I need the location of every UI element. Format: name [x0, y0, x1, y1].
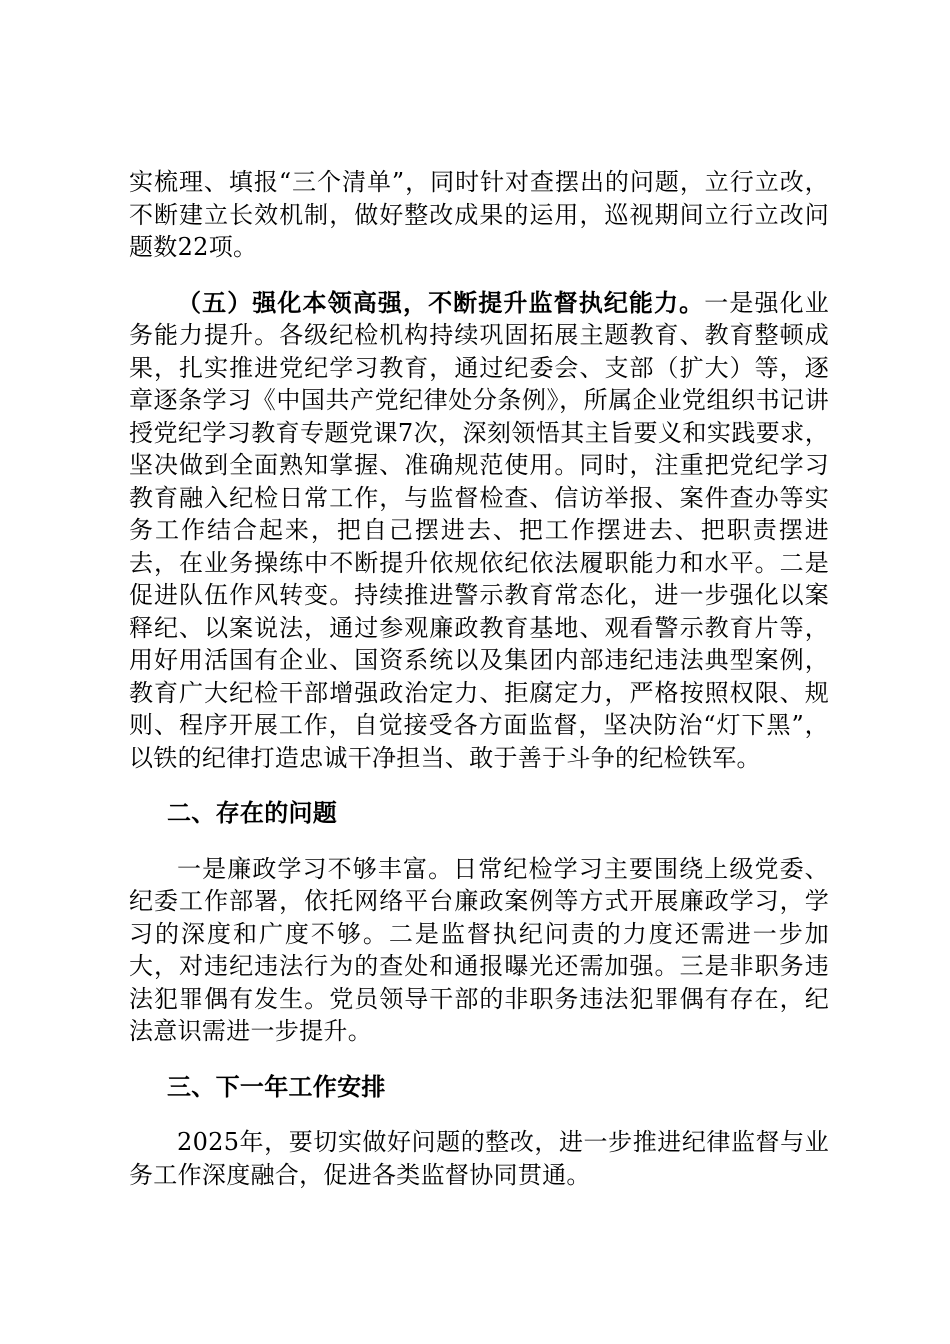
section-two-heading: 二、存在的问题 [167, 799, 338, 827]
document-body [129, 166, 829, 1191]
paragraph-section-five [129, 287, 829, 775]
section-five-heading: （五）强化本领高强，不断提升监督执纪能力。 [177, 288, 705, 317]
section-three-heading: 三、下一年工作安排 [167, 1072, 386, 1101]
section-five-body: 一是强化业务能力提升。各级纪检机构持续巩固拓展主题教育、教育整顿成果，扎实推进党纪学习教育，通过纪委会、支部（扩大）等，逐章逐条学习《中国共产党纪律处分条例》，所属企业党组织书记讲授党纪学习教育专题党课7次，深刻领悟其主旨要义和实践要求，坚决做到全面熟知掌握、准确规范使用。同时，注重把党纪学习教育融入纪检日常工作，与监督检查、信访举报、案件查办等实务工作结合起来，把自己摆进去、把工作摆进去、把职责摆进去，在业务操练中不断提升依规依纪依法履职能力和水平。二是促进队伍作风转变。持续推进警示教育常态化，进一步强化以案释纪、以案说法，通过参观廉政教育基地、观看警示教育片等，用好用活国有企业、国资系统以及集团内部违纪违法典型案例，教育广大纪检干部增强政治定力、拒腐定力，严格按照权限、规则、程序开展工作，自觉接受各方面监督，坚决防治“灯下黑”，以铁的纪律打造忠诚干净担当、敢于善于斗争的纪检铁军。 [129, 288, 829, 772]
paragraph-continuation: 实梳理、填报“三个清单”，同时针对查摆出的问题，立行立改，不断建立长效机制，做好整改成果的运用，巡视期间立行立改问题数22项。 [129, 168, 829, 261]
section-three-body: 2025年，要切实做好问题的整改，进一步推进纪律监督与业务工作深度融合，促进各类监督协同贯通。 [129, 1128, 829, 1189]
section-two-body: 一是廉政学习不够丰富。日常纪检学习主要围绕上级党委、纪委工作部署，依托网络平台廉政案例等方式开展廉政学习，学习的深度和广度不够。二是监督执纪问责的力度还需进一步加大，对违纪违法行为的查处和通报曝光还需加强。三是非职务违法犯罪偶有发生。党员领导干部的非职务违法犯罪偶有存在，纪法意识需进一步提升。 [129, 854, 829, 1045]
